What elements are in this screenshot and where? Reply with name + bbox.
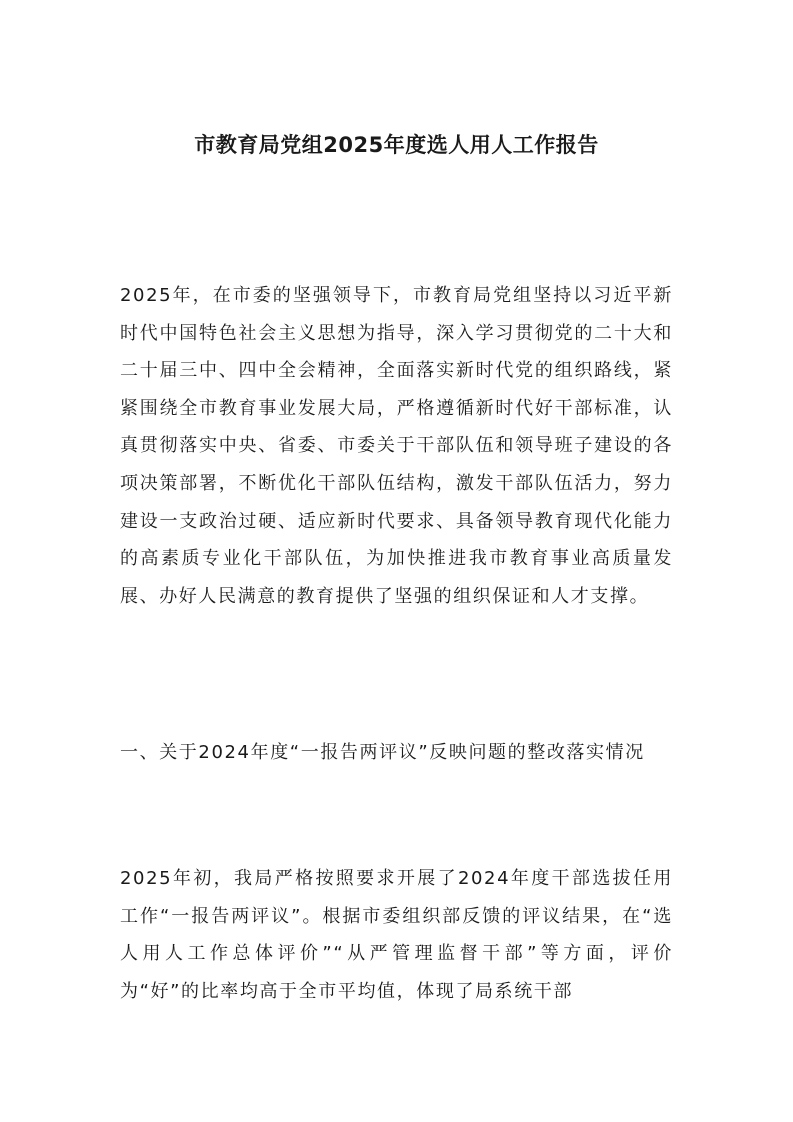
intro-paragraph: 2025年，在市委的坚强领导下，市教育局党组坚持以习近平新时代中国特色社会主义思想为指导，深入学习贯彻党的二十大和二十届三中、四中全会精神，全面落实新时代党的组织路线，紧紧围绕全市教育事业发展大局，严格遵循新时代好干部标准，认真贯彻落实中央、省委、市委关于干部队伍和领导班子建设的各项决策部署，不断优化干部队伍结构，激发干部队伍活力，努力建设一支政治过硬、适应新时代要求、具备领导教育现代化能力的高素质专业化干部队伍，为加快推进我市教育事业高质量发展、办好人民满意的教育提供了坚强的组织保证和人才支撑。	[120, 285, 673, 607]
document-title: 市教育局党组2025年度选人用人工作报告	[194, 133, 599, 157]
section-heading: 一、关于2024年度“一报告两评议”反映问题的整改落实情况	[120, 742, 645, 763]
section-paragraph: 2025年初，我局严格按照要求开展了2024年度干部选拔任用工作“一报告两评议”。根据市委组织部反馈的评议结果，在“选人用人工作总体评价”“从严管理监督干部”等方面，评价为“好”的比率均高于全市平均值，体现了局系统干部	[120, 868, 673, 1002]
